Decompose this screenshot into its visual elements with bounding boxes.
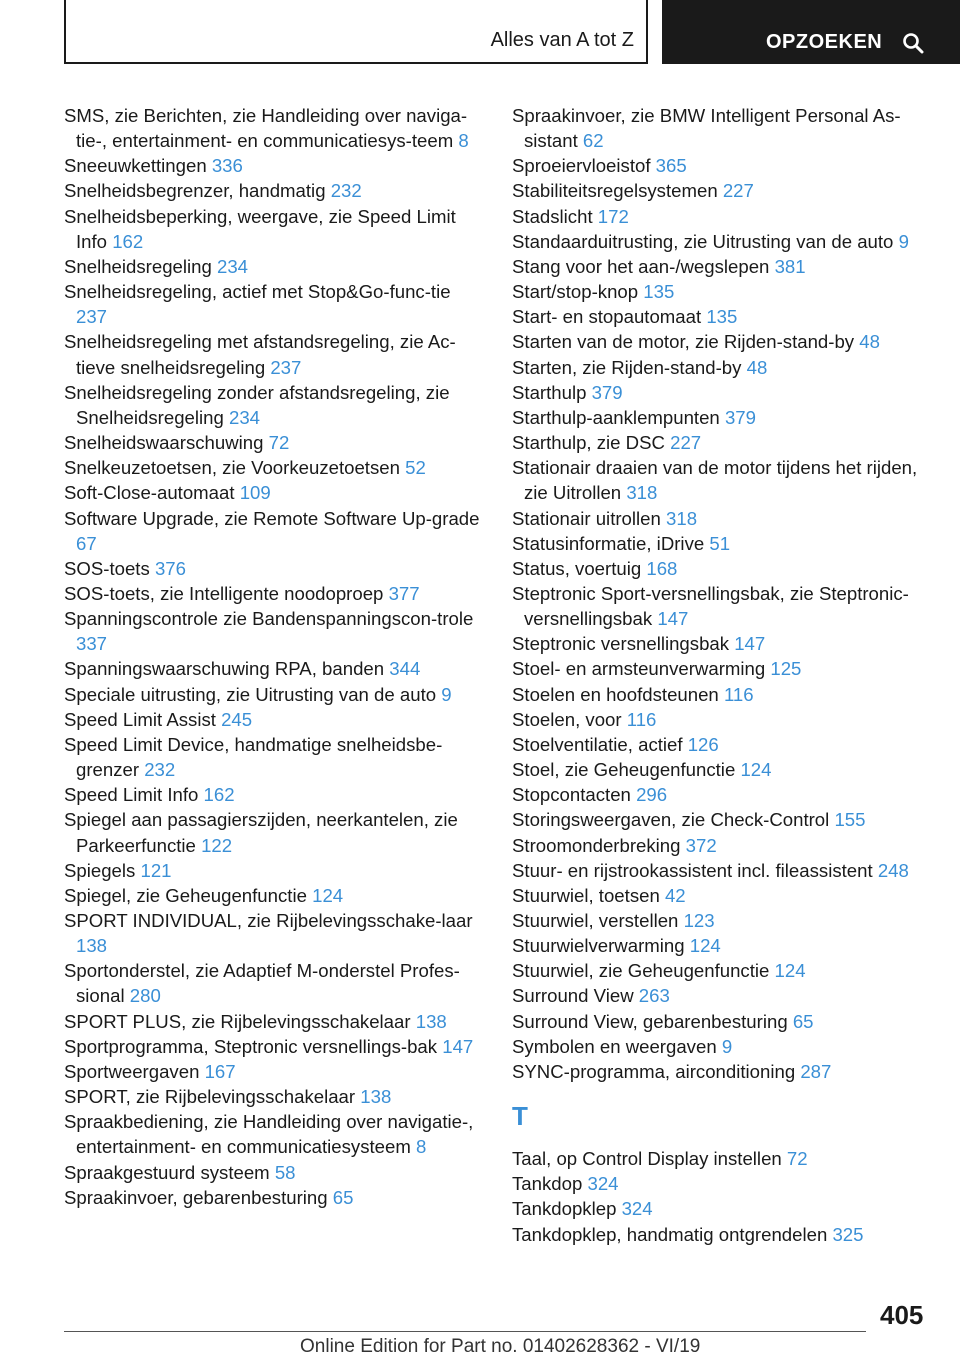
page-link[interactable]: 42 (664, 884, 686, 906)
index-entry (64, 1109, 484, 1159)
index-term: Sportweergaven (64, 1060, 200, 1082)
page-link[interactable]: 135 (706, 306, 738, 328)
footer-divider (64, 1331, 866, 1332)
index-term: Starthulp-aanklempunten (512, 406, 720, 428)
index-entry (512, 279, 932, 304)
index-entry (512, 858, 932, 883)
index-term: Taal, op Control Display instellen (512, 1148, 782, 1170)
page-link[interactable]: 325 (832, 1223, 864, 1245)
index-term: SPORT INDIVIDUAL, zie Rijbelevingsschake-laar (64, 910, 473, 931)
page-link[interactable]: 162 (112, 230, 144, 252)
page-link[interactable]: 318 (626, 482, 658, 504)
index-term: Starthulp (512, 381, 587, 403)
index-entry (64, 204, 484, 254)
index-term: SOS-toets (64, 557, 150, 579)
index-term: Surround View, gebarenbesturing (512, 1010, 788, 1032)
index-entry (512, 531, 932, 556)
index-term: Spraakinvoer, gebarenbesturing (64, 1186, 328, 1208)
page-link[interactable]: 336 (211, 155, 243, 177)
index-entry (64, 103, 484, 153)
index-entry (512, 455, 932, 505)
index-term: Stoel- en armsteunverwarming (512, 658, 766, 680)
index-term: Spraakbediening, zie Handleiding over navigatie-, entertainment- en communicatiesysteem (64, 1111, 474, 1158)
page-link[interactable]: 296 (636, 784, 668, 806)
page-link[interactable]: 51 (709, 532, 731, 554)
page-number: 405 (880, 1300, 924, 1330)
index-entry (512, 581, 932, 631)
index-entry (64, 883, 484, 908)
index-entry (512, 1222, 932, 1247)
page-link[interactable]: 8 (416, 1136, 427, 1158)
index-term: Stuurwielverwarming (512, 935, 685, 957)
index-entry (64, 682, 484, 707)
index-term: SMS, zie Berichten, zie Handleiding over naviga-tie-, entertainment- en communicatiesys-teem (64, 105, 468, 152)
page-link[interactable]: 124 (740, 759, 772, 781)
index-term: Sportprogramma, Steptronic versnellings-bak (64, 1035, 438, 1057)
index-entry (64, 1160, 484, 1185)
page-link[interactable]: 155 (834, 809, 866, 831)
page-link[interactable]: 381 (774, 255, 806, 277)
index-term: Start- en stopautomaat (512, 306, 702, 328)
index-entry (512, 304, 932, 329)
section-title: Alles van A tot Z (490, 29, 634, 51)
page-link[interactable]: 237 (76, 306, 108, 328)
index-term: Steptronic versnellingsbak (512, 633, 730, 655)
index-entry (512, 229, 932, 254)
index-term: SPORT, zie Rijbelevingsschakelaar (64, 1086, 356, 1108)
index-entry (512, 178, 932, 203)
page-link[interactable]: 9 (898, 230, 909, 252)
index-term: Spiegels (64, 859, 136, 881)
page-link[interactable]: 147 (657, 608, 689, 630)
index-entry (512, 883, 932, 908)
index-entry (64, 380, 484, 430)
index-entry (64, 1084, 484, 1109)
index-term: Sportonderstel, zie Adaptief M-onderstel Profes-sional (64, 960, 460, 1007)
index-entry (64, 732, 484, 782)
index-term: Stroomonderbreking (512, 834, 681, 856)
index-entry (64, 606, 484, 656)
index-term: Snelheidsbeperking, weergave, zie Speed Limit Info (64, 205, 456, 252)
index-term: SPORT PLUS, zie Rijbelevingsschakelaar (64, 1010, 411, 1032)
index-term: Snelheidsbegrenzer, handmatig (64, 180, 326, 202)
index-term: Standaarduitrusting, zie Uitrusting van de auto (512, 230, 894, 252)
index-term: Stadslicht (512, 205, 593, 227)
page-link[interactable]: 280 (129, 985, 161, 1007)
index-term: Starten van de motor, zie Rijden-stand-by (512, 331, 855, 353)
page-link[interactable]: 123 (683, 910, 715, 931)
index-term: Starten, zie Rijden-stand-by (512, 356, 742, 378)
page-link[interactable]: 124 (689, 935, 721, 957)
page-link[interactable]: 48 (859, 331, 880, 353)
index-entry (512, 833, 932, 858)
index-term: Stationair draaien van de motor tijdens het rijden, zie Uitrollen (512, 457, 918, 504)
page-link[interactable]: 116 (723, 683, 754, 705)
page-link[interactable]: 138 (360, 1086, 392, 1108)
index-entry (64, 581, 484, 606)
index-entry (512, 757, 932, 782)
index-entry (64, 908, 484, 958)
page-link[interactable]: 52 (405, 457, 426, 479)
index-entry (512, 1034, 932, 1059)
page-link[interactable]: 138 (76, 935, 108, 957)
page-link[interactable]: 232 (144, 759, 176, 781)
index-term: Stuurwiel, toetsen (512, 884, 660, 906)
index-entry (64, 1034, 484, 1059)
index-entry (64, 556, 484, 581)
page-link[interactable]: 124 (774, 960, 806, 982)
index-entry (64, 858, 484, 883)
index-entry (512, 329, 932, 354)
page-link[interactable]: 168 (646, 557, 678, 579)
index-term: Speed Limit Device, handmatige snelheidsbe-grenzer (64, 733, 443, 781)
index-term: Stuurwiel, zie Geheugenfunctie (512, 960, 770, 982)
index-entry (64, 782, 484, 807)
index-term: Tankdop (512, 1173, 583, 1195)
index-entry (512, 682, 932, 707)
index-term: Start/stop-knop (512, 281, 639, 303)
page-link[interactable]: 376 (154, 557, 186, 579)
page-link[interactable]: 147 (734, 633, 766, 655)
index-term: Spraakinvoer, zie BMW Intelligent Personal As-sistant (512, 105, 901, 152)
index-term: Symbolen en weergaven (512, 1035, 717, 1057)
page-link[interactable]: 365 (655, 155, 687, 177)
index-term: Spiegel, zie Geheugenfunctie (64, 884, 307, 906)
index-entry (512, 103, 932, 153)
index-term: Stabiliteitsregelsystemen (512, 180, 718, 202)
index-term: Spanningswaarschuwing RPA, banden (64, 658, 385, 680)
index-entry (512, 933, 932, 958)
index-entry (512, 732, 932, 757)
index-column-left (64, 103, 484, 1210)
index-entry (512, 656, 932, 681)
index-term: Spraakgestuurd systeem (64, 1161, 270, 1183)
page-link[interactable]: 72 (786, 1148, 808, 1170)
index-term: Snelheidsregeling met afstandsregeling, zie Ac-tieve snelheidsregeling (64, 331, 456, 378)
index-term: Snelheidswaarschuwing (64, 432, 264, 454)
index-term: Tankdopklep (512, 1198, 617, 1220)
page-link[interactable]: 287 (800, 1060, 832, 1082)
index-term: Stang voor het aan-/wegslepen (512, 255, 770, 277)
page-link[interactable]: 126 (687, 733, 719, 755)
index-term: Snelkeuzetoetsen, zie Voorkeuzetoetsen (64, 457, 400, 479)
page-link[interactable]: 62 (582, 130, 604, 152)
page-link[interactable]: 172 (597, 205, 629, 227)
index-entry (512, 1146, 932, 1171)
index-entry (512, 631, 932, 656)
index-entry (64, 958, 484, 1008)
page-link[interactable]: 48 (746, 356, 768, 378)
index-entry (512, 405, 932, 430)
index-entry (64, 1185, 484, 1210)
index-entry (512, 958, 932, 983)
index-entry (64, 807, 484, 857)
index-entry (64, 455, 484, 480)
index-entry (512, 380, 932, 405)
page-link[interactable]: 58 (274, 1161, 296, 1183)
index-entry (64, 279, 484, 329)
page-link[interactable]: 227 (670, 432, 702, 454)
page-link[interactable]: 121 (140, 859, 172, 881)
index-entry (512, 430, 932, 455)
index-term: Snelheidsregeling (64, 255, 212, 277)
index-entry (64, 430, 484, 455)
page-link[interactable]: 324 (621, 1198, 653, 1220)
index-entry (64, 480, 484, 505)
index-entry (512, 707, 932, 732)
page-link[interactable]: 234 (217, 255, 249, 277)
index-term: Stuur- en rijstrookassistent incl. fileassistent (512, 859, 873, 881)
index-entry (512, 506, 932, 531)
index-term: Sneeuwkettingen (64, 155, 207, 177)
page-link[interactable]: 65 (332, 1186, 354, 1208)
index-entry (64, 656, 484, 681)
index-term: Surround View (512, 985, 634, 1007)
index-term: Speciale uitrusting, zie Uitrusting van de auto (64, 683, 437, 705)
index-entry (512, 556, 932, 581)
index-term: SYNC-programma, airconditioning (512, 1060, 796, 1082)
index-entry (64, 178, 484, 203)
index-term: Stoelen en hoofdsteunen (512, 683, 719, 705)
page-link[interactable]: 67 (76, 532, 97, 554)
page-link[interactable]: 162 (203, 784, 235, 806)
page-link[interactable]: 377 (388, 582, 420, 604)
index-column-right (512, 103, 932, 1247)
index-term: Snelheidsregeling, actief met Stop&Go-func-tie (64, 281, 451, 303)
page-link[interactable]: 72 (268, 432, 290, 454)
index-term: SOS-toets, zie Intelligente noodoproep (64, 582, 384, 604)
index-term: Stoelventilatie, actief (512, 733, 683, 755)
index-term: Storingsweergaven, zie Check-Control (512, 809, 830, 831)
index-term: Spiegel aan passagierszijden, neerkantelen, zie Parkeerfunctie (64, 809, 458, 856)
index-term: Sproeiervloeistof (512, 155, 651, 177)
index-term: Starthulp, zie DSC (512, 432, 665, 454)
page-link[interactable]: 116 (626, 708, 657, 730)
page-link[interactable]: 232 (330, 180, 362, 202)
index-term: Stationair uitrollen (512, 507, 661, 529)
index-entry (512, 153, 932, 178)
index-entry (512, 1059, 932, 1084)
index-entry (512, 1009, 932, 1034)
index-term: Tankdopklep, handmatig ontgrendelen (512, 1223, 828, 1245)
index-entry (512, 782, 932, 807)
page-link[interactable]: 138 (415, 1010, 447, 1032)
index-term: Snelheidsregeling zonder afstandsregeling, zie Snelheidsregeling (64, 381, 450, 428)
page-link[interactable]: 324 (587, 1173, 619, 1195)
index-entry (512, 254, 932, 279)
index-term: Speed Limit Assist (64, 708, 216, 730)
index-term: Speed Limit Info (64, 784, 199, 806)
index-term: Stopcontacten (512, 784, 631, 806)
index-entry (512, 908, 932, 933)
index-term: Steptronic Sport-versnellingsbak, zie Steptronic-versnellingsbak (512, 582, 909, 630)
page-link[interactable]: 227 (722, 180, 754, 202)
index-entry (512, 1196, 932, 1221)
page-link[interactable]: 9 (721, 1035, 733, 1057)
search-label: OPZOEKEN (766, 31, 883, 53)
index-term: Soft-Close-automaat (64, 482, 235, 504)
page-link[interactable]: 122 (201, 834, 233, 856)
index-term: Statusinformatie, iDrive (512, 532, 705, 554)
index-entry (512, 1171, 932, 1196)
index-term: Spanningscontrole zie Bandenspanningscon-trole (64, 608, 474, 630)
index-term: Stuurwiel, verstellen (512, 910, 679, 931)
index-entry (64, 153, 484, 178)
page-link[interactable]: 8 (458, 130, 469, 152)
page-link[interactable]: 337 (76, 633, 108, 655)
index-entry (64, 1009, 484, 1034)
index-entry (64, 254, 484, 279)
page-link[interactable]: 237 (270, 356, 302, 378)
index-term: Software Upgrade, zie Remote Software Up-grade (64, 507, 480, 529)
page-link[interactable]: 109 (239, 482, 271, 504)
magnifier-icon (902, 32, 924, 54)
page-link[interactable]: 318 (666, 507, 698, 529)
page-link[interactable]: 263 (638, 985, 670, 1007)
index-term: Status, voertuig (512, 557, 642, 579)
page-link[interactable]: 379 (724, 406, 756, 428)
page-link[interactable]: 9 (441, 683, 452, 705)
section-letter: T (512, 1101, 528, 1132)
page-link[interactable]: 379 (591, 381, 623, 403)
edition-text: Online Edition for Part no. 01402628362 - VI/19 (300, 1336, 701, 1357)
page-link[interactable]: 125 (770, 658, 802, 680)
page-link[interactable]: 248 (877, 859, 909, 881)
page-link[interactable]: 135 (643, 281, 675, 303)
index-entry (64, 506, 484, 556)
index-term: Stoelen, voor (512, 708, 622, 730)
section-title-tab[interactable] (64, 0, 648, 64)
index-entry (512, 355, 932, 380)
page-link[interactable]: 167 (204, 1060, 236, 1082)
index-entry (64, 329, 484, 379)
page-link[interactable]: 147 (442, 1035, 474, 1057)
index-entry (64, 707, 484, 732)
page-link[interactable]: 245 (221, 708, 253, 730)
index-entry (512, 204, 932, 229)
index-entry (512, 983, 932, 1008)
index-entry (64, 1059, 484, 1084)
page-link[interactable]: 234 (229, 406, 261, 428)
index-term: Stoel, zie Geheugenfunctie (512, 759, 736, 781)
page-link[interactable]: 124 (312, 884, 344, 906)
index-entry (512, 807, 932, 832)
page-link[interactable]: 372 (685, 834, 717, 856)
page-link[interactable]: 65 (792, 1010, 814, 1032)
page-link[interactable]: 344 (389, 658, 421, 680)
search-button[interactable] (662, 0, 960, 64)
